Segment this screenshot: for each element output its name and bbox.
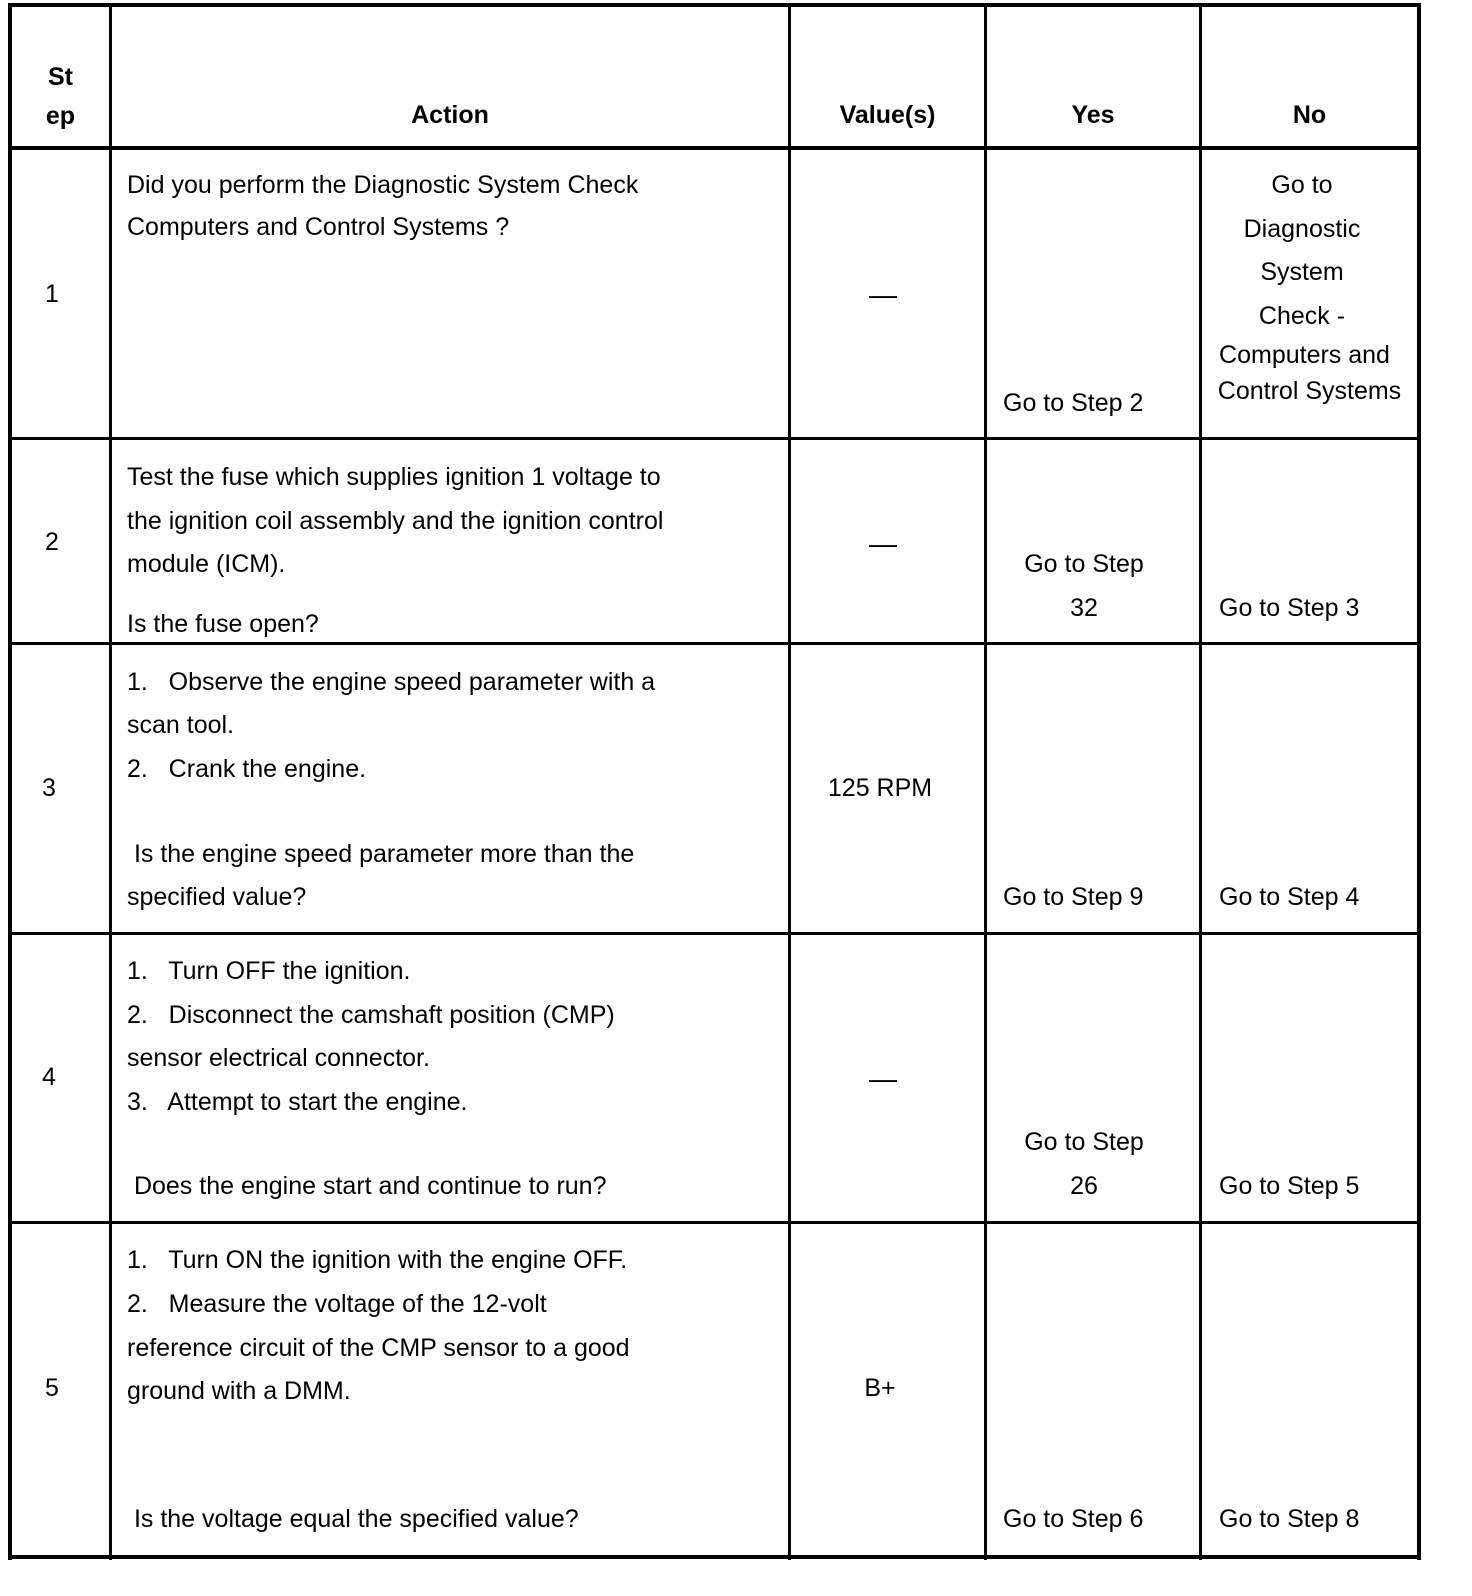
action-text: Is the voltage equal the specified value? [127, 1505, 579, 1533]
step-number: 4 [42, 1063, 56, 1091]
header-action: Action [411, 101, 489, 129]
action-text: Does the engine start and continue to run? [127, 1172, 607, 1200]
yes-outcome: Go to Step 6 [1003, 1505, 1144, 1533]
yes-outcome: 32 [1070, 594, 1098, 622]
action-text: scan tool. [127, 711, 235, 739]
action-text: 1. Observe the engine speed parameter with a [127, 668, 656, 696]
grid-line [8, 932, 1421, 935]
yes-outcome: Go to Step 9 [1003, 883, 1144, 911]
header-step-line2: ep [45, 102, 76, 130]
no-outcome: Computers and [1219, 341, 1390, 369]
no-outcome: Go to [1271, 171, 1333, 199]
action-text: 1. Turn ON the ignition with the engine OFF. [127, 1246, 628, 1274]
action-text: sensor electrical connector. [127, 1044, 430, 1072]
action-text: reference circuit of the CMP sensor to a good [127, 1334, 630, 1362]
action-text: Computers and Control Systems ? [127, 213, 510, 241]
no-outcome: Go to Step 8 [1219, 1505, 1360, 1533]
value-text: B+ [864, 1374, 896, 1402]
value-text: — [869, 528, 897, 559]
grid-line [8, 1221, 1421, 1224]
grid-line [8, 437, 1421, 440]
action-text: 1. Turn OFF the ignition. [127, 957, 411, 985]
value-text: 125 RPM [827, 774, 933, 802]
grid-line [984, 4, 987, 1560]
grid-line [8, 146, 1421, 150]
no-outcome: Control Systems [1217, 377, 1402, 405]
action-text: ground with a DMM. [127, 1377, 351, 1405]
no-outcome: System [1260, 258, 1344, 286]
action-text: Did you perform the Diagnostic System Check [127, 171, 639, 199]
grid-line [1417, 4, 1421, 1560]
step-number: 2 [45, 528, 59, 556]
step-number: 5 [45, 1374, 59, 1402]
action-text: 2. Disconnect the camshaft position (CMP) [127, 1001, 615, 1029]
header-yes: Yes [1071, 101, 1115, 129]
grid-line [8, 3, 1421, 7]
value-text: — [869, 279, 897, 310]
step-number: 1 [45, 280, 59, 308]
action-text: module (ICM). [127, 550, 286, 578]
action-text: the ignition coil assembly and the ignition control [127, 507, 664, 535]
header-values: Value(s) [839, 101, 936, 129]
action-text: Is the engine speed parameter more than the [127, 840, 635, 868]
action-text: 3. Attempt to start the engine. [127, 1088, 468, 1116]
action-text: specified value? [127, 883, 307, 911]
header-no: No [1292, 101, 1327, 129]
yes-outcome: Go to Step [1024, 550, 1144, 578]
no-outcome: Go to Step 5 [1219, 1172, 1360, 1200]
action-text: Test the fuse which supplies ignition 1 voltage to [127, 463, 661, 491]
grid-line [8, 1555, 1421, 1559]
action-text: 2. Measure the voltage of the 12-volt [127, 1290, 547, 1318]
header-step-line1: St [48, 63, 73, 91]
step-number: 3 [42, 774, 56, 802]
no-outcome: Go to Step 3 [1219, 594, 1360, 622]
grid-line [8, 642, 1421, 645]
yes-outcome: Go to Step [1024, 1128, 1144, 1156]
no-outcome: Diagnostic [1243, 215, 1361, 243]
action-text: Is the fuse open? [127, 610, 319, 638]
yes-outcome: 26 [1070, 1172, 1098, 1200]
yes-outcome: Go to Step 2 [1003, 389, 1144, 417]
grid-line [109, 4, 112, 1560]
action-text: 2. Crank the engine. [127, 755, 367, 783]
no-outcome: Go to Step 4 [1219, 883, 1360, 911]
value-text: — [869, 1063, 897, 1094]
no-outcome: Check - [1258, 302, 1346, 330]
